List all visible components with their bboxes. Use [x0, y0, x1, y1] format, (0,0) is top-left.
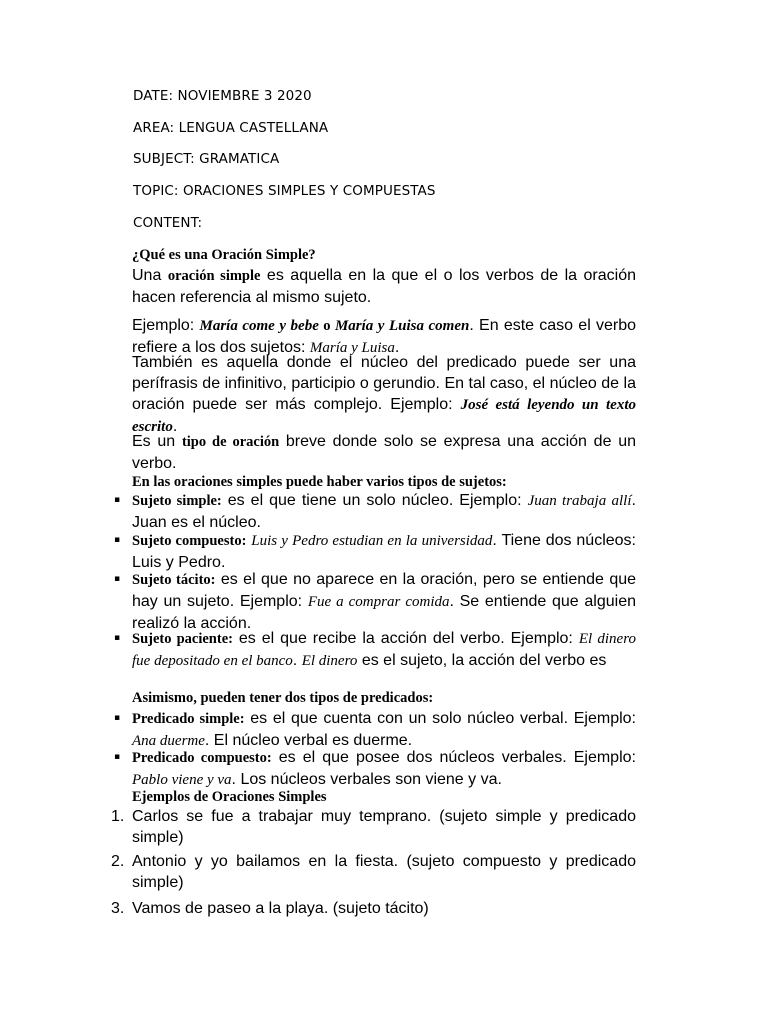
example-sentence-2: María y Luisa comen [334, 318, 470, 334]
definition-text: Una [132, 267, 168, 284]
example-subjects: María y Luisa [309, 340, 395, 356]
list-number: 2. [111, 853, 125, 870]
list-item-text-end: . Tiene dos núcleos: Luis y Pedro. [132, 532, 637, 571]
example-list-text: Antonio y yo bailamos en la fiesta. (sujeto compuesto y predicado simple) [132, 853, 636, 891]
list-item-example: Ana duerme [132, 733, 205, 749]
brief-text: Es un [132, 433, 182, 450]
periphrasis-example: José está leyendo un texto escrito [132, 397, 636, 435]
list-item-term: Predicado compuesto: [132, 750, 272, 766]
brief-term: tipo de oración [181, 434, 280, 450]
area-line: AREA: LENGUA CASTELLANA [133, 120, 329, 136]
list-item-example-2: El dinero [301, 653, 358, 669]
definition-paragraph [132, 265, 636, 308]
list-item-text-end: . Se entiende que alguien realizó la acción. [132, 593, 637, 632]
list-item [132, 747, 636, 791]
example-list-item [132, 851, 636, 893]
periphrasis-paragraph [132, 352, 636, 438]
subjects-heading: En las oraciones simples puede haber varios tipos de sujetos: [132, 474, 507, 490]
list-item-text: es el que posee dos núcleos verbales. Ejemplo: [271, 749, 636, 766]
periphrasis-text: También es aquella donde el núcleo del predicado puede ser una perífrasis de infinitivo, participio o gerundio. En tal caso, el núcleo de la oración puede ser más complejo. Ejemplo: [132, 354, 636, 413]
definition-term: oración simple [167, 268, 261, 284]
list-item-text: es el que cuenta con un solo núcleo verbal. Ejemplo: [244, 710, 636, 727]
bullet-icon: ▪ [114, 752, 121, 762]
date-line: DATE: NOVIEMBRE 3 2020 [133, 88, 312, 104]
list-item-text-end: . Juan es el núcleo. [132, 492, 636, 531]
list-item [132, 708, 636, 752]
list-item-term: Sujeto paciente: [132, 631, 233, 647]
list-item [132, 628, 636, 672]
list-item-term: Sujeto compuesto: [132, 533, 247, 549]
list-item-text: es el que tiene un solo núcleo. Ejemplo: [221, 492, 528, 509]
brief-sentence-paragraph [132, 431, 636, 474]
list-item-text-end: . Los núcleos verbales son viene y va. [231, 771, 502, 788]
list-number: 3. [111, 900, 125, 917]
list-item-example: El dinero fue depositado en el banco [132, 631, 636, 669]
definition-text-end: es aquella en la que el o los verbos de la oración hacen referencia al mismo sujeto. [132, 267, 637, 306]
example-conjunction: o [318, 318, 335, 334]
predicates-heading: Asimismo, pueden tener dos tipos de predicados: [132, 690, 434, 706]
example-period: . [394, 339, 400, 356]
list-item [132, 569, 636, 634]
bullet-icon: ▪ [114, 495, 121, 505]
bullet-icon: ▪ [114, 574, 121, 584]
list-item [132, 530, 636, 573]
example-sentence-1: María come y bebe [199, 318, 319, 334]
subject-line: SUBJECT: GRAMATICA [133, 151, 280, 167]
list-item-term: Predicado simple: [132, 711, 245, 727]
list-item-text-end: es el sujeto, la acción del verbo es [357, 652, 607, 669]
list-item-example: Juan trabaja allí [527, 493, 632, 509]
list-item-example: Pablo viene y va [132, 772, 232, 788]
content-label: CONTENT: [133, 215, 203, 231]
list-item-text: es el que no aparece en la oración, pero se entiende que hay un sujeto. Ejemplo: [132, 571, 637, 610]
examples-heading: Ejemplos de Oraciones Simples [132, 789, 327, 805]
list-number: 1. [111, 808, 125, 825]
example-label: Ejemplo: [132, 317, 200, 334]
example-text: . En este caso el verbo refiere a los dos sujetos: [132, 317, 637, 356]
example-list-text: Carlos se fue a trabajar muy temprano. (sujeto simple y predicado simple) [132, 808, 636, 846]
question-heading: ¿Qué es una Oración Simple? [132, 247, 316, 263]
list-item-text-end: . El núcleo verbal es duerme. [204, 732, 413, 749]
list-item-term: Sujeto simple: [132, 493, 222, 509]
list-item-example: Luis y Pedro estudian en la universidad [251, 533, 493, 549]
bullet-icon: ▪ [114, 713, 121, 723]
list-item-example: Fue a comprar comida [307, 594, 450, 610]
bullet-icon: ▪ [114, 633, 121, 643]
list-item-text-mid: . [292, 652, 302, 669]
brief-text-end: breve donde solo se expresa una acción de un verbo. [132, 433, 637, 472]
topic-line: TOPIC: ORACIONES SIMPLES Y COMPUESTAS [133, 183, 436, 199]
periphrasis-period: . [172, 418, 178, 435]
list-item [132, 490, 636, 533]
list-item-term: Sujeto tácito: [132, 572, 216, 588]
example-list-item [132, 898, 636, 919]
example-list-text: Vamos de paseo a la playa. (sujeto tácito) [132, 900, 429, 917]
example-list-item [132, 806, 636, 848]
bullet-icon: ▪ [114, 535, 121, 545]
list-item-text: es el que recibe la acción del verbo. Ejemplo: [232, 630, 579, 647]
